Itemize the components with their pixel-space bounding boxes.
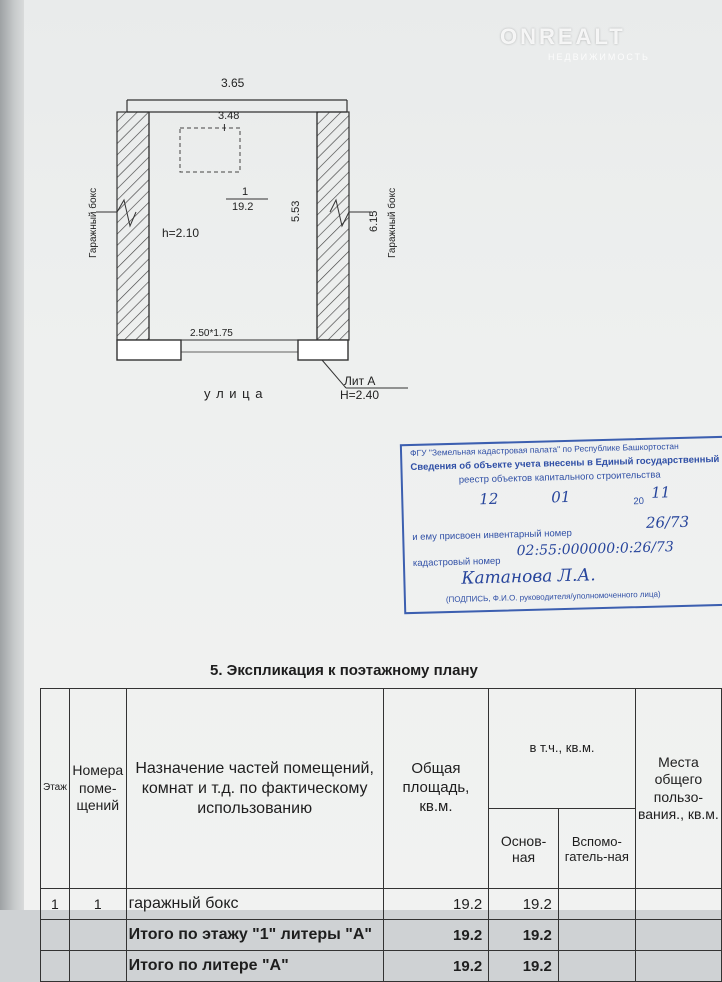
header-main: Основ-ная: [489, 809, 559, 889]
cell-common: [635, 951, 721, 982]
cell-common: [635, 920, 721, 951]
cell-floor: [41, 920, 70, 951]
stamp-signature: Катанова Л.А.: [461, 565, 596, 589]
stamp-line1: ФГУ "Земельная кадастровая палата" по Республике Башкортостан: [409, 440, 679, 459]
registration-stamp: [400, 436, 722, 614]
header-auxiliary: Вспомо-гатель-ная: [558, 809, 635, 889]
cell-main: 19.2: [489, 889, 559, 920]
right-neighbor-label: Гаражный бокс: [387, 187, 398, 258]
cell-main: 19.2: [489, 951, 559, 982]
inner-height-label: h=2.10: [162, 226, 200, 240]
table-header-row: [41, 689, 722, 809]
explication-table: [40, 688, 722, 982]
inner-length-label: 5.53: [290, 200, 302, 222]
stamp-date-day: 12: [479, 489, 499, 509]
outer-length-label: 6.15: [368, 210, 380, 232]
cell-aux: [558, 889, 635, 920]
header-including: в т.ч., кв.м.: [489, 689, 636, 809]
cell-room-number: [69, 920, 126, 951]
cell-floor: [41, 951, 70, 982]
gate-size-label: 2.50*1.75: [190, 328, 233, 339]
stamp-date-year-prefix: 20: [633, 495, 645, 508]
table-row: [41, 920, 722, 951]
stamp-inv-label: и ему присвоен инвентарный номер: [412, 527, 572, 544]
stamp-cad-number: 02:55:000000:0:26/73: [516, 539, 675, 560]
stamp-footer: (ПОДПИСЬ, Ф.И.О. руководителя/уполномоченного лица): [445, 589, 661, 605]
header-total-area: Общая площадь, кв.м.: [383, 689, 489, 889]
cell-purpose: гаражный бокс: [126, 889, 383, 920]
room-marker: I: [223, 123, 226, 134]
cell-total: 19.2: [383, 920, 489, 951]
header-floor: Этаж: [41, 689, 70, 889]
header-common-areas: Места общего пользо-вания., кв.м.: [635, 689, 721, 889]
stamp-line3: реестр объектов капитального строительства: [458, 469, 661, 486]
cell-common: [635, 889, 721, 920]
cell-total: 19.2: [383, 889, 489, 920]
table-row: [41, 951, 722, 982]
cell-room-number: [69, 951, 126, 982]
stamp-cad-label: кадастровый номер: [412, 555, 501, 569]
cell-room-number: 1: [69, 889, 126, 920]
room-area: 19.2: [232, 201, 254, 213]
header-purpose: Назначение частей помещений, комнат и т.д. по фактическому использованию: [126, 689, 383, 889]
room-number: 1: [242, 186, 249, 198]
cell-aux: [558, 920, 635, 951]
cell-main: 19.2: [489, 920, 559, 951]
watermark-sub: НЕДВИЖИМОСТЬ: [548, 52, 650, 62]
street-label: у л и ц а: [204, 386, 264, 401]
stamp-line2: Сведения об объекте учета внесены в Единый государственный: [410, 453, 720, 474]
cell-purpose: Итого по литере "А": [126, 951, 383, 982]
watermark-brand: ONREALT: [500, 24, 626, 49]
section-title: 5. Экспликация к поэтажному плану: [210, 662, 478, 679]
stamp-inv-number: 26/73: [645, 512, 690, 532]
cell-aux: [558, 951, 635, 982]
stamp-date-year: 11: [650, 483, 671, 502]
cell-total: 19.2: [383, 951, 489, 982]
inner-width-label: 3.48: [218, 110, 240, 122]
stamp-date-month: 01: [551, 487, 571, 507]
liter-label: Лит А: [344, 374, 376, 388]
liter-height-label: H=2.40: [340, 388, 380, 402]
table-row: [41, 889, 722, 920]
left-neighbor-label: Гаражный бокс: [88, 187, 99, 258]
header-room-number: Номера поме-щений: [69, 689, 126, 889]
cell-floor: 1: [41, 889, 70, 920]
outer-width-label: 3.65: [221, 76, 245, 90]
cell-purpose: Итого по этажу "1" литеры "А": [126, 920, 383, 951]
